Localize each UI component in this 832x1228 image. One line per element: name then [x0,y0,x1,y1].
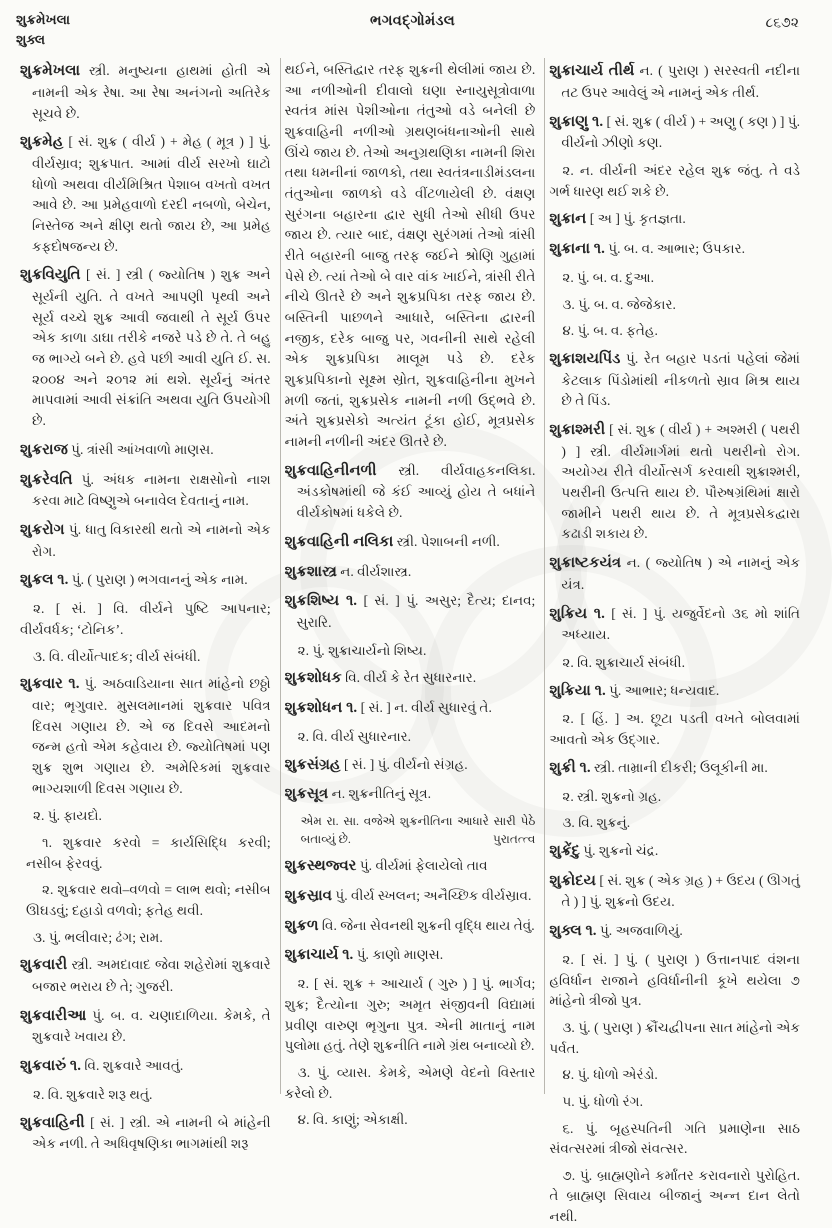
dictionary-entry: શુક્રવાહિનીનળી સ્ત્રી. વીર્યવાહકનલિકા. અંડકોષમાંથી જે કંઈ આવ્યું હોય તે બધાંને વીર્યકોષમાં ધકેલે છે. [284,462,536,521]
entry-text: ૨. પું. ફાયદો. [33,808,102,824]
headword: શુક્રિયા ૧. [549,682,606,699]
dictionary-entry: શુક્રાચાર્ય ૧. પું. કાણો માણસ. [284,947,444,964]
entry-text: ૨. પું. શુક્રાચાર્યનો શિષ્ય. [297,642,427,658]
headword: શુક્રશોધન ૧. [284,700,358,717]
headword: શુક્રમેખલા [20,63,81,80]
entry-text: ૧. શુક્રવાર કરવો = કાર્યસિદ્ધિ કરવી; નસીબ ફેરવવું. [26,834,271,871]
headword: શુક્રરાજ [20,441,68,458]
entry-text: ૨. [ સં. શુક્ર + આચાર્ય ( ગુરુ ) ] પું. ભાર્ગવ; શુક્ર; દૈત્યોના ગુરુ; અમૃત સંજીવની વિદ્યામાં પ્રવીણ વારુણ ભૃગુના પુત્ર. એની માતાનું નામ પુલોમા હતું. તેણે શુક્રનીતિ નામે ગ્રંથ બનાવ્યો છે. [284,976,536,1054]
entry-text: ૨. વિ. શુક્રાચાર્ય સંબંધી. [562,655,685,670]
entry-text: ૨. વિ. વીર્ય સુધારનાર. [297,729,412,744]
headword: શુક્રવિયુતિ [20,267,81,284]
entry-text: ૨. શુક્રવાર થવો–વળવો = લાભ થવો; નસીબ ઊઘડવું; દહાડો વળવો; ફતેહ થવી. [26,882,271,918]
entry-text: ૫. પું. ધોળો રંગ. [562,1093,643,1109]
dictionary-entry: શુક્રવારું ૧. વિ. શુક્રવારે આવતું. [20,1058,184,1075]
text-columns [16,58,809,1225]
dictionary-entry: શુક્રળ વિ. જેના સેવનથી શુક્રની વૃદ્ધિ થાય તેવું. [284,917,535,934]
dictionary-entry: શુક્લ ૧. પું. અજવાળિયું. [549,923,683,940]
entry-text: ૨. [ સં. ] પું. ( પુરાણ ) ઉત્તાનપાદ વંશના હવિર્ધાન રાજાને હવિર્ધાનીની કૂખે થયેલા ૭ માંહેનો ત્રીજો પુત્ર. [549,951,801,1009]
headword: શુક્રવાહિની નલિકા [284,533,394,550]
headword: શુક્રાન [549,211,587,228]
dictionary-entry: શુક્રાશ્મરી [ સં. શુક્ર ( વીર્ય ) + અશ્મરી ( પથરી ) ] સ્ત્રી. વીર્યમાર્ગમાં થતો પથરીનો રોગ. અયોગ્ય રીતે વીર્યોત્સર્ગ કરવાથી શુક્રાશ્મરી, પથરીની ઉત્પત્તિ થાય છે. પૌરુષગ્રંથિમાં ક્ષારો જામીને પથરી થાય છે. તે મૂત્રપ્રસેકદ્વારા કઢાડી શકાય છે. [549,422,801,542]
dictionary-entry: શુક્રસંગ્રહ [ સં. ] પું. વીર્યનો સંગ્રહ. [284,756,468,773]
entry-text: ૭. પું. બ્રાહ્મણોને કર્માંતર કરાવનારો પુરોહિત. તે બ્રાહ્મણ સિવાય બીજાનું અન્ન દાન લેતો નથી. [549,1167,801,1225]
page-title: ભગવદ્ગોમંડલ [369,13,456,29]
entry-text: એમ રા. સા. વજેએ શુક્રનીતિના આધારે સારી પેઠે બતાવ્યું છે. પુરાતત્ત્વ [285,813,536,848]
entry-text: ૪. વિ. કાણું; એકાક્ષી. [297,1112,408,1128]
headword-range [16,10,176,49]
headword: શુક્રવારી [20,957,68,974]
headword: શુક્રશોધક [284,670,342,687]
dictionary-entry: શુક્રાન [ અ ] પું. કૃતજ્ઞતા. [549,211,686,228]
entry-text: ૨. વિ. શુક્રવારે શરૂ થતું. [33,1086,153,1102]
headword: શુક્રસંગ્રહ [284,756,341,773]
headword: શુક્રલ ૧. [20,572,69,589]
dictionary-entry: શુક્રસૂત્ર ન. શુક્રનીતિનું સૂત્ર. [284,786,431,803]
headword: શુક્રોદય [549,872,596,889]
dictionary-entry: શુક્રોદય [ સં. શુક્ર ( એક ગ્રહ ) + ઉદય ( ઊગતું તે ) ] પું. શુક્રનો ઉદય. [549,872,801,910]
dictionary-entry: શુક્રરાજ પું. ત્રાંસી આંખવાળો માણસ. [20,441,214,458]
column-3 [544,58,809,1225]
dictionary-entry: શુક્રમેખલા સ્ત્રી. મનુષ્યના હાથમાં હોતી એ નામની એક રેષા. આ રેષા અનંગનો અતિરેક સૂચવે છે. [20,63,271,121]
headword: શુક્રી ૧. [549,759,591,776]
dictionary-entry: શુક્રાના ૧. પું. બ. વ. આભાર; ઉપકાર. [549,241,746,258]
entry-text: ૩. વિ. શુક્રનું. [562,815,631,831]
entry-text: ૪. પું. બ. વ. ફતેહ. [562,323,658,339]
dictionary-entry: શુક્રલ ૧. પું. ( પુરાણ ) ભગવાનનું એક નામ. [20,572,248,589]
dictionary-entry: શુક્રવાહિની [ સં. ] સ્ત્રી. એ નામની બે માંહેની એક નળી. તે અધિવૃષણિકા ભાગમાંથી શરૂ [20,1114,271,1152]
dictionary-entry: શુક્રશોધક વિ. વીર્ય કે રેત સુધારનાર. [284,670,477,687]
dictionary-entry: શુક્રશોધન ૧. [ સં. ] ન. વીર્ય સુધારવું તે. [284,700,492,717]
dictionary-entry: શુક્રવિયુતિ [ સં. ] સ્ત્રી ( જ્યોતિષ ) શુક્ર અને સૂર્યની યુતિ. તે વખતે આપણી પૃથ્વી અને સૂર્ય વચ્ચે શુક્ર આવી જવાથી તે સૂર્ય ઉપર એક કાળા ડાઘા તરીકે નજરે પડે છે તે. તે બહુ જ ભાગ્યે બને છે. હવે પછી આવી યુતિ ઈ. સ. ૨૦૦૪ અને ૨૦૧૨ માં થશે. સૂર્યનું અંતર માપવામાં આવી સંક્રાંતિ અથવા યુતિ ઉપયોગી છે. [20,267,271,429]
dictionary-entry: શુક્રવાર ૧. પું. અઠવાડિયાના સાત માંહેનો છઠ્ઠો વાર; ભૃગુવાર. મુસલમાનમાં શુક્રવાર પવિત્ર દિવસ ગણાય છે. એ જ દિવસે આદમનો જન્મ હતો એમ કહેવાય છે. જ્યોતિષમાં પણ શુક્ર શુભ ગણાય છે. અમેરિકમાં શુક્રવાર ભાગ્યશાળી દિવસ ગણાય છે. [20,676,271,796]
entry-text: ૨. સ્ત્રી. શુક્રનો ગ્રહ. [562,788,662,804]
entry-text: ૩. પું. વ્યાસ. કેમકે, એમણે વેદનો વિસ્તાર કરેલો છે. [284,1064,536,1101]
entry-text: ૬. પું. બૃહસ્પતિની ગતિ પ્રમાણેના સાઠ સંવત્સરમાં ત્રીજો સંવત્સર. [549,1120,801,1157]
entry-text: ૨. [ સં. ] વિ. વીર્યને પુષ્ટિ આપનાર; વીર્યવર્ધક; ‘ટોનિક’. [20,601,271,637]
entry-text: ૨. [ હિં. ] અ. છૂટા પડતી વખતે બોલવામાં આવતો એક ઉદ્ગાર. [549,711,801,748]
dictionary-entry: શુક્રરેવતિ પું. અંધક નામના રાક્ષસોનો નાશ કરવા માટે વિષ્ણુએ બનાવેલ દેવતાનું નામ. [20,471,271,509]
page-number: ૮૬૭૨ [765,16,799,31]
dictionary-entry: શુક્રસ્રાવ પું. વીર્ય સ્ખલન; અનૈચ્છિક વીર્યસ્રાવ. [284,887,532,904]
headword: શુક્રવાહિનીનળી [284,462,377,479]
column-2 [280,58,545,1128]
headword: શુક્રવાહિની [20,1114,85,1131]
headword: શુક્રવાર ૧. [20,676,80,693]
headword: શુક્રાચાર્ય તીર્થ [549,63,635,80]
dictionary-entry: શુક્રવારીઆ પું. બ. વ. ચણાદાળિયા. કેમકે, તે શુક્રવારે ખવાય છે. [20,1007,271,1045]
dictionary-entry: શુક્રાષ્ટકયંત્ર ન. ( જ્યોતિષ ) એ નામનું એક યંત્ર. [549,555,801,592]
headword: શુક્રિય ૧. [549,605,605,622]
headword-range-top: શુક્રમેખલા [16,12,71,27]
headword: શુક્રશિષ્ય ૧. [284,593,358,610]
dictionary-entry: શુક્રાશયપિંડ પું. રેત બહાર પડતાં પહેલાં જેમાં કેટલાક પિંડોમાંથી નીકળતો સ્રાવ મિશ્ર થાય છે તે પિંડ. [549,350,801,409]
dictionary-entry: શુક્રિય ૧. [ સં. ] પું. યજુર્વેદનો ૩૬ મો શાંતિ અધ્યાય. [549,605,801,643]
dictionary-entry: શુક્રેંદુ પું. શુક્રનો ચંદ્ર. [549,842,659,859]
headword: શુક્રશાસ્ત્ર [284,563,337,580]
dictionary-entry: શુક્રાચાર્ય તીર્થ ન. ( પુરાણ ) સરસ્વતી નદીના તટ ઉપર આવેલું એ નામનું એક તીર્થ. [549,63,801,100]
headword: શુક્રાચાર્ય ૧. [284,947,354,964]
entry-text: ૩. પું. ભલીવાર; ઢંગ; રામ. [33,929,163,945]
headword: શુક્રરેવતિ [20,471,73,488]
headword: શુક્રવારું ૧. [20,1058,82,1075]
headword: શુક્લ ૧. [549,923,597,940]
headword-range-bottom: શુક્લ [16,31,46,47]
citation-source: પુરાતત્ત્વ [492,831,536,846]
entry-text: થઈને, બસ્તિદ્વાર તરફ શુક્રની થેલીમાં જાય છે. આ નળીઓની દીવાલો ઘણા સ્નાયુસૂત્રોવાળા સ્વતંત્ર માંસ પેશીઓના તંતુઓ વડે બનેલી છે શુક્રવાહિની નળીઓ ગ્રથણબંધનાઓની સાથે ઊંચે જાય છે. તેઓ અનુગ્રથણિકા નામની શિરા તથા ધમનીનાં જાળકો, તથા સ્વતંત્રનાડીમંડલના તંતુઓના જાળકો વડે વીંટળાયેલી છે. વંક્ષણ સુરંગના બહારના દ્વાર સુધી તેઓ સીધી ઉપર જાય છે. ત્યાર બાદ, વંક્ષણ સુરંગમાં તેઓ ત્રાંસી રીતે બહારની બાજુ તરફ જઈને શ્રોણિ ગુહામાં પેસે છે. ત્યાં તેઓ બે વાર વાંક ખાઈને, ત્રાંસી રીતે નીચે ઊતરે છે અને શુક્રપ્રપિકા તરફ જાય છે. બસ્તિની પાછળને આધારે, બસ્તિના દ્વારની નજીક, દરેક બાજુ પર, ગવનીની સાથે રહેલી એક શુક્રપ્રપિકા માલૂમ પડે છે. દરેક શુક્રપ્રપિકાનો સૂક્ષ્મ સ્રોત, શુક્રવાહિનીના મુખને મળી જતાં, શુક્રપ્રસેક નામની નળી ઉદ્ભવે છે. અંતે શુક્રપ્રસેકો અત્યંત ટૂંકા હોઈ, મૂત્રપ્રસેક નામની નળીની અંદર ઊતરે છે. [284,62,536,449]
dictionary-entry: શુક્રસ્થજ્વર પું. વીર્યમાં ફેલાયેલો તાવ [284,858,488,875]
column-1 [16,58,280,1152]
dictionary-entry: શુક્રી ૧. સ્ત્રી. તામ્રાની દીકરી; ઉલૂકીની મા. [549,759,768,776]
headword: શુક્રાષ્ટકયંત્ર [549,555,622,572]
entry-text: ૨. ન. વીર્યની અંદર રહેલ શુક્ર જંતુ. તે વડે ગર્ભ ધારણ થઈ શકે છે. [549,163,801,199]
page-header [16,10,809,49]
headword: શુક્રાના ૧. [549,241,605,258]
entry-text: ૪. પું. ધોળો એરંડો. [562,1067,658,1083]
dictionary-entry: શુક્રવાહિની નલિકા સ્ત્રી. પેશાબની નળી. [284,533,500,550]
headword: શુક્રાશ્મરી [549,422,606,439]
entry-text: ૩. પું. ( પુરાણ ) ક્રૌંચદ્વીપના સાત માંહેનો એક પર્વત. [549,1019,801,1056]
entry-text: ૩. વિ. વીર્યોત્પાદક; વીર્ય સંબંધી. [33,648,201,664]
headword: શુક્રસૂત્ર [284,786,329,803]
headword: શુક્રળ [284,917,319,934]
entry-text: ૩. પું. બ. વ. જેજેકાર. [562,296,676,312]
dictionary-entry: શુક્રિયા ૧. પું. આભાર; ધન્યવાદ. [549,682,720,699]
dictionary-entry: શુક્રશિષ્ય ૧. [ સં. ] પું. અસુર; દૈત્ય; દાનવ; સુરારિ. [284,593,536,631]
headword: શુક્રરોગ [20,521,65,538]
dictionary-entry: શુક્રમેહ [ સં. શુક્ર ( વીર્ય ) + મેહ ( મૂત્ર ) ] પું. વીર્યસ્રાવ; શુક્રપાત. આમાં વીર્ય સરખો ઘાટો ધોળો અથવા વીર્યમિશ્રિત પેશાબ વખતો વખત આવે છે. આ પ્રમેહવાળો દરદી નબળો, બેચેન, નિસ્તેજ અને ક્ષીણ થતો જાય છે, આ પ્રમેહ કફદોષજન્ય છે. [20,134,271,254]
dictionary-entry: શુક્રાણુ ૧. [ સં. શુક્ર ( વીર્ય ) + અણુ ( કણ ) ] પું. વીર્યનો ઝીણો કણ. [549,113,801,151]
headword: શુક્રસ્રાવ [284,887,332,904]
headword: શુક્રવારીઆ [20,1007,87,1024]
entry-text: ૨. પું. બ. વ. દુઆ. [562,269,655,285]
dictionary-entry: શુક્રવારી સ્ત્રી. અમદાવાદ જેવા શહેરોમાં શુક્રવારે બજાર ભરાય છે તે; ગુજરી. [20,957,271,994]
headword: શુક્રાશયપિંડ [549,350,621,367]
headword: શુક્રેંદુ [549,842,580,859]
headword: શુક્રસ્થજ્વર [284,858,357,875]
dictionary-entry: શુક્રશાસ્ત્ર ન. વીર્યશાસ્ત્ર. [284,563,412,580]
headword: શુક્રમેહ [20,134,64,151]
headword: શુક્રાણુ ૧. [549,113,604,130]
dictionary-entry: શુક્રરોગ પું. ધાતુ વિકારથી થતો એ નામનો એક રોગ. [20,521,271,559]
